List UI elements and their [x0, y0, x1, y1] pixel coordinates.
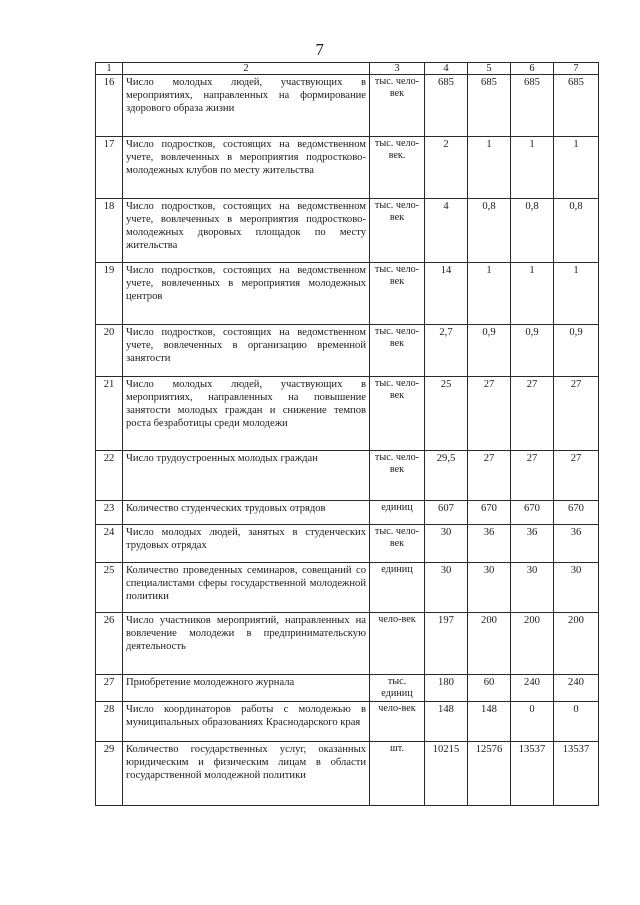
- value-col-4: 29,5: [425, 451, 468, 501]
- row-number: 17: [96, 137, 123, 199]
- indicator-name: Число координаторов работы с молодежью в муниципальных образованиях Краснодарского края: [123, 702, 370, 742]
- value-col-7: 685: [554, 75, 599, 137]
- row-number: 21: [96, 377, 123, 451]
- unit-of-measure: тыс. чело-век: [370, 263, 425, 325]
- indicator-name: Число подростков, состоящих на ведомственном учете, вовлеченных в организацию временной занятости: [123, 325, 370, 377]
- column-number-row: [96, 63, 599, 75]
- value-col-7: 1: [554, 263, 599, 325]
- value-col-5: 200: [468, 613, 511, 675]
- table-row: [96, 451, 599, 501]
- indicator-name: Число подростков, состоящих на ведомственном учете, вовлеченных в мероприятия молодежных центров: [123, 263, 370, 325]
- value-col-4: 2,7: [425, 325, 468, 377]
- indicator-name: Приобретение молодежного журнала: [123, 675, 370, 702]
- table-row: [96, 199, 599, 263]
- row-number: 20: [96, 325, 123, 377]
- value-col-6: 27: [511, 451, 554, 501]
- indicator-name: Число трудоустроенных молодых граждан: [123, 451, 370, 501]
- indicator-name: Число участников мероприятий, направленных на вовлечение молодежи в предпринимательскую деятельность: [123, 613, 370, 675]
- value-col-4: 148: [425, 702, 468, 742]
- indicators-table: [95, 62, 599, 806]
- row-number: 16: [96, 75, 123, 137]
- value-col-6: 13537: [511, 742, 554, 806]
- column-number: 5: [468, 63, 511, 75]
- unit-of-measure: чело-век: [370, 702, 425, 742]
- table-row: [96, 613, 599, 675]
- value-col-4: 10215: [425, 742, 468, 806]
- row-number: 26: [96, 613, 123, 675]
- value-col-5: 12576: [468, 742, 511, 806]
- value-col-5: 148: [468, 702, 511, 742]
- unit-of-measure: тыс. единиц: [370, 675, 425, 702]
- value-col-5: 27: [468, 377, 511, 451]
- unit-of-measure: тыс. чело-век: [370, 199, 425, 263]
- value-col-7: 1: [554, 137, 599, 199]
- unit-of-measure: тыс. чело-век.: [370, 137, 425, 199]
- value-col-6: 0: [511, 702, 554, 742]
- table-row: [96, 137, 599, 199]
- value-col-7: 30: [554, 563, 599, 613]
- value-col-5: 0,8: [468, 199, 511, 263]
- table-row: [96, 702, 599, 742]
- row-number: 25: [96, 563, 123, 613]
- value-col-5: 27: [468, 451, 511, 501]
- table-row: [96, 325, 599, 377]
- indicator-name: Количество проведенных семинаров, совещаний со специалистами сферы государственной молодежной политики: [123, 563, 370, 613]
- value-col-7: 27: [554, 451, 599, 501]
- value-col-7: 670: [554, 501, 599, 525]
- value-col-4: 2: [425, 137, 468, 199]
- row-number: 22: [96, 451, 123, 501]
- value-col-4: 25: [425, 377, 468, 451]
- row-number: 27: [96, 675, 123, 702]
- column-number: 6: [511, 63, 554, 75]
- value-col-6: 27: [511, 377, 554, 451]
- column-number: 3: [370, 63, 425, 75]
- value-col-5: 60: [468, 675, 511, 702]
- value-col-6: 1: [511, 137, 554, 199]
- table-row: [96, 675, 599, 702]
- value-col-6: 1: [511, 263, 554, 325]
- value-col-4: 180: [425, 675, 468, 702]
- row-number: 29: [96, 742, 123, 806]
- unit-of-measure: тыс. чело-век: [370, 325, 425, 377]
- value-col-4: 4: [425, 199, 468, 263]
- table-row: [96, 563, 599, 613]
- page-number: 7: [315, 40, 325, 59]
- row-number: 24: [96, 525, 123, 563]
- indicator-name: Количество государственных услуг, оказанных юридическим и физическим лицам в области государственной молодежной политики: [123, 742, 370, 806]
- value-col-7: 27: [554, 377, 599, 451]
- value-col-4: 14: [425, 263, 468, 325]
- value-col-7: 0,9: [554, 325, 599, 377]
- value-col-5: 670: [468, 501, 511, 525]
- column-number: 4: [425, 63, 468, 75]
- value-col-5: 36: [468, 525, 511, 563]
- column-number: 1: [96, 63, 123, 75]
- value-col-5: 685: [468, 75, 511, 137]
- value-col-4: 30: [425, 563, 468, 613]
- row-number: 18: [96, 199, 123, 263]
- value-col-6: 0,8: [511, 199, 554, 263]
- unit-of-measure: шт.: [370, 742, 425, 806]
- table-row: [96, 501, 599, 525]
- table-row: [96, 377, 599, 451]
- value-col-7: 13537: [554, 742, 599, 806]
- indicator-name: Число подростков, состоящих на ведомственном учете, вовлеченных в мероприятия подростково-молодежных клубов по месту жительства: [123, 137, 370, 199]
- unit-of-measure: тыс. чело-век: [370, 75, 425, 137]
- value-col-6: 670: [511, 501, 554, 525]
- unit-of-measure: чело-век: [370, 613, 425, 675]
- unit-of-measure: тыс. чело-век: [370, 525, 425, 563]
- unit-of-measure: тыс. чело-век: [370, 451, 425, 501]
- unit-of-measure: тыс. чело-век: [370, 377, 425, 451]
- column-number: 7: [554, 63, 599, 75]
- value-col-6: 36: [511, 525, 554, 563]
- table-row: [96, 742, 599, 806]
- column-number: 2: [123, 63, 370, 75]
- value-col-6: 30: [511, 563, 554, 613]
- unit-of-measure: единиц: [370, 563, 425, 613]
- table-row: [96, 263, 599, 325]
- value-col-6: 240: [511, 675, 554, 702]
- indicator-name: Число молодых людей, участвующих в мероприятиях, направленных на повышение занятости молодых граждан и снижение темпов роста безработицы среди молодежи: [123, 377, 370, 451]
- row-number: 23: [96, 501, 123, 525]
- value-col-7: 200: [554, 613, 599, 675]
- indicator-name: Количество студенческих трудовых отрядов: [123, 501, 370, 525]
- value-col-7: 240: [554, 675, 599, 702]
- row-number: 28: [96, 702, 123, 742]
- indicator-name: Число молодых людей, занятых в студенческих трудовых отрядах: [123, 525, 370, 563]
- value-col-5: 0,9: [468, 325, 511, 377]
- unit-of-measure: единиц: [370, 501, 425, 525]
- value-col-4: 197: [425, 613, 468, 675]
- row-number: 19: [96, 263, 123, 325]
- value-col-7: 0: [554, 702, 599, 742]
- value-col-5: 30: [468, 563, 511, 613]
- table-row: [96, 525, 599, 563]
- value-col-5: 1: [468, 137, 511, 199]
- value-col-4: 685: [425, 75, 468, 137]
- value-col-4: 30: [425, 525, 468, 563]
- value-col-7: 36: [554, 525, 599, 563]
- value-col-7: 0,8: [554, 199, 599, 263]
- indicator-name: Число молодых людей, участвующих в мероприятиях, направленных на формирование здорового образа жизни: [123, 75, 370, 137]
- value-col-6: 685: [511, 75, 554, 137]
- value-col-6: 0,9: [511, 325, 554, 377]
- indicator-name: Число подростков, состоящих на ведомственном учете, вовлеченных в мероприятия подростково-молодежных дворовых площадок по месту жительства: [123, 199, 370, 263]
- table-row: [96, 75, 599, 137]
- value-col-5: 1: [468, 263, 511, 325]
- value-col-6: 200: [511, 613, 554, 675]
- value-col-4: 607: [425, 501, 468, 525]
